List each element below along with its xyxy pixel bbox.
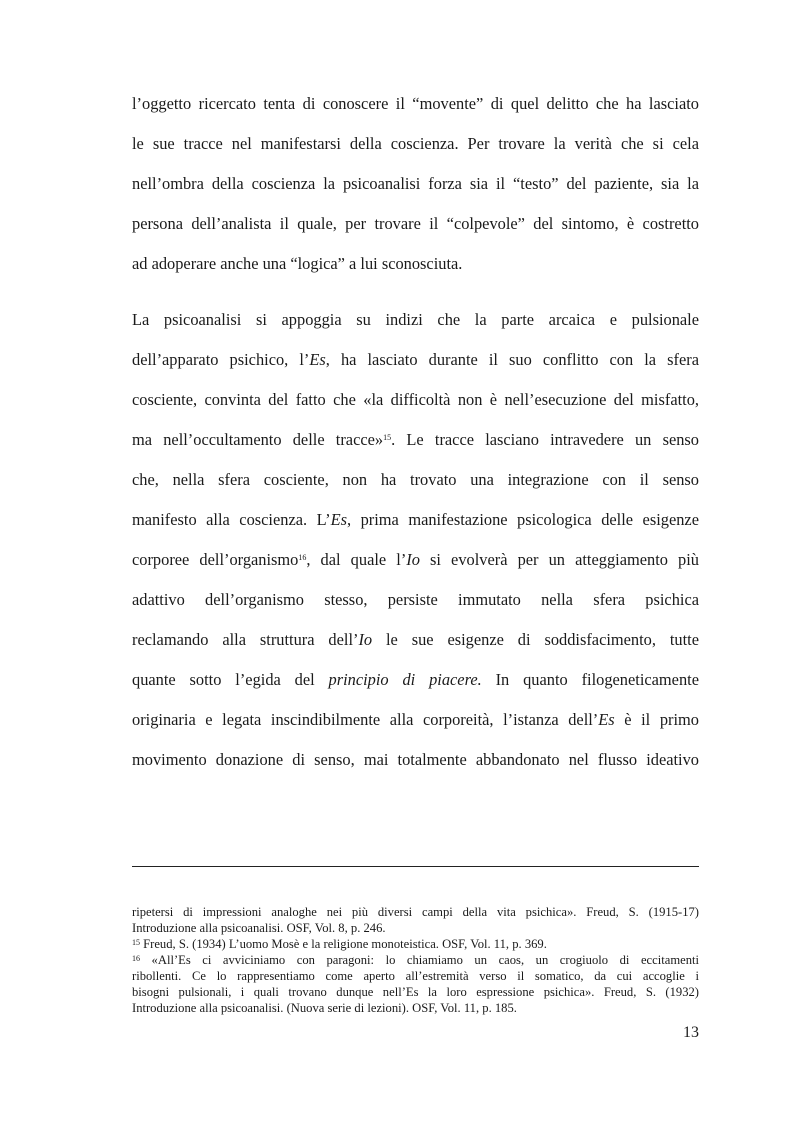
body-line: dell’apparato psichico, l’Es, ha lasciato durante il suo conflitto con la sfera xyxy=(132,350,700,369)
body-line: cosciente, convinta del fatto che «la difficoltà non è nell’esecuzione del misfatto, xyxy=(132,390,699,409)
body-line: quante sotto l’egida del principio di piacere. In quanto filogeneticamente xyxy=(132,670,699,689)
footnote-line: bisogni pulsionali, i quali trovano dunque nell’Es la loro espressione psichica». Freud, S. (1932) xyxy=(132,985,699,999)
footnote-line: Introduzione alla psicoanalisi. OSF, Vol. 8, p. 246. xyxy=(132,921,386,935)
body-line: che, nella sfera cosciente, non ha trovato una integrazione con il senso xyxy=(132,470,699,489)
footnote-ref-16: 16 xyxy=(298,553,307,562)
body-line: ma nell’occultamento delle tracce»$^{15}$. Le tracce lasciano intravedere un senso xyxy=(132,430,700,449)
body-line: originaria e legata inscindibilmente alla corporeità, l’istanza dell’Es è il primo xyxy=(132,710,699,729)
body-line: corporee dell’organismo$^{16}$, dal quale l’Io si evolverà per un atteggiamento più xyxy=(132,550,699,569)
body-line: movimento donazione di senso, mai totalmente abbandonato nel flusso ideativo xyxy=(132,750,699,769)
body-line: adattivo dell’organismo stesso, persiste immutato nella sfera psichica xyxy=(132,590,699,609)
page-number: 13 xyxy=(683,1024,699,1041)
body-line: La psicoanalisi si appoggia su indizi che la parte arcaica e pulsionale xyxy=(132,310,699,329)
footnote-ref-15: 15 xyxy=(383,433,392,442)
body-line: le sue tracce nel manifestarsi della coscienza. Per trovare la verità che si cela xyxy=(132,134,699,153)
footnote-line: ripetersi di impressioni analoghe nei più diversi campi della vita psichica». Freud, S. (1915-17) xyxy=(132,905,699,919)
body-line: persona dell’analista il quale, per trovare il “colpevole” del sintomo, è costretto xyxy=(132,214,699,233)
body-line: manifesto alla coscienza. L’Es, prima manifestazione psicologica delle esigenze xyxy=(132,510,699,529)
footnote-16: $^{16}$ «All’Es ci avviciniamo con paragoni: lo chiamiamo un caos, un crogiuolo di eccitamenti xyxy=(132,953,699,967)
footnote-separator xyxy=(132,866,699,867)
footnote-15: $^{15}$ Freud, S. (1934) L’uomo Mosè e la religione monoteistica. OSF, Vol. 11, p. 369. xyxy=(132,937,547,951)
body-line: nell’ombra della coscienza la psicoanalisi forza sia il “testo” del paziente, sia la xyxy=(132,174,699,193)
body-line: ad adoperare anche una “logica” a lui sconosciuta. xyxy=(132,254,463,273)
body-line: l’oggetto ricercato tenta di conoscere il “movente” di quel delitto che ha lasciato xyxy=(132,94,699,113)
body-line: reclamando alla struttura dell’Io le sue esigenze di soddisfacimento, tutte xyxy=(132,630,699,649)
footnote-line: ribollenti. Ce lo rappresentiamo come aperto all’estremità verso il somatico, da cui accoglie i xyxy=(132,969,699,983)
footnote-line: Introduzione alla psicoanalisi. (Nuova serie di lezioni). OSF, Vol. 11, p. 185. xyxy=(132,1001,517,1015)
